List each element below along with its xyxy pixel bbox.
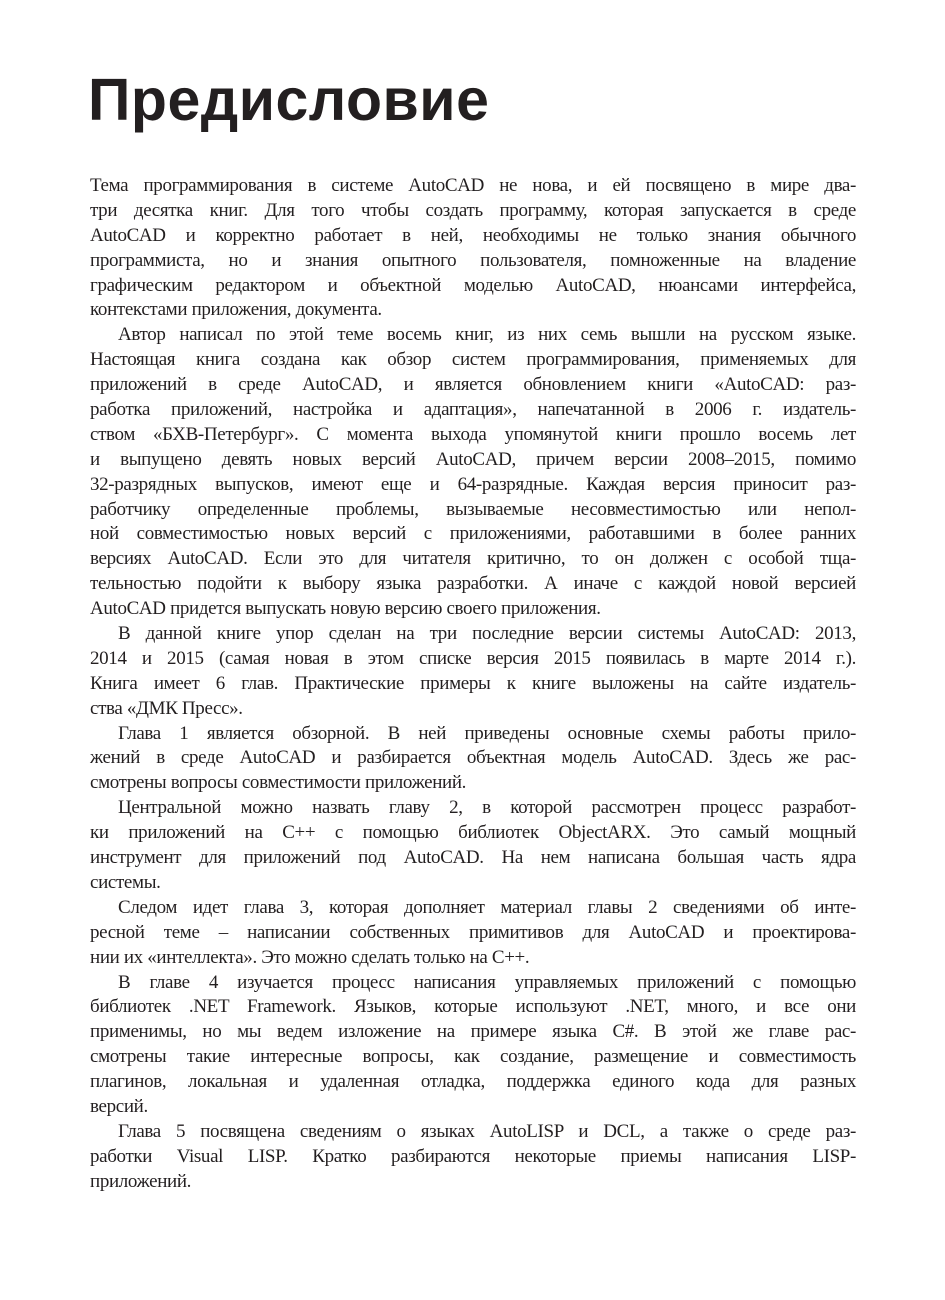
text-line: инструмент для приложений под AutoCAD. На нем написана большая часть ядра — [90, 847, 856, 869]
text-line: AutoCAD придется выпускать новую версию своего приложения. — [90, 598, 601, 620]
text-line: версиях AutoCAD. Если это для читателя критично, то он должен с особой тща- — [90, 548, 856, 570]
text-line: плагинов, локальная и удаленная отладка, поддержка единого кода для разных — [90, 1071, 856, 1093]
text-line: ной совместимостью новых версий с приложениями, работавшими в более ранних — [90, 523, 856, 545]
paragraph — [90, 622, 856, 722]
text-line: работка приложений, настройка и адаптация», напечатанной в 2006 г. издатель- — [90, 399, 856, 421]
text-line: Тема программирования в системе AutoCAD не нова, и ей посвящено в мире два- — [90, 175, 856, 196]
text-line: AutoCAD и корректно работает в ней, необходимы не только знания обычного — [90, 224, 856, 246]
text-line: и выпущено девять новых версий AutoCAD, причем версии 2008–2015, помимо — [90, 448, 856, 470]
paragraph — [90, 896, 856, 971]
text-line: приложений в среде AutoCAD, и является обновлением книги «AutoCAD: раз- — [90, 374, 856, 396]
text-line: Глава 5 посвящена сведениям о языках AutoLISP и DCL, а также о среде раз- — [118, 1120, 856, 1142]
text-line: ресной теме – написании собственных примитивов для AutoCAD и проектирова- — [90, 921, 856, 943]
text-line: приложений. — [90, 1170, 192, 1192]
text-line: нии их «интеллекта». Это можно сделать только на C++. — [90, 946, 530, 968]
text-line: программиста, но и знания опытного пользователя, помноженные на владение — [90, 249, 856, 271]
paragraph — [90, 174, 856, 323]
text-line: Настоящая книга создана как обзор систем программирования, применяемых для — [90, 349, 856, 371]
text-line: Центральной можно назвать главу 2, в которой рассмотрен процесс разработ- — [118, 797, 856, 819]
text-line: жений в среде AutoCAD и разбирается объектная модель AutoCAD. Здесь же рас- — [90, 747, 856, 769]
text-line: работки Visual LISP. Кратко разбираются некоторые приемы написания LISP- — [90, 1145, 856, 1167]
text-line: В главе 4 изучается процесс написания управляемых приложений с помощью — [118, 971, 856, 993]
text-line: Следом идет глава 3, которая дополняет материал главы 2 сведениями об инте- — [118, 896, 856, 918]
text-line: версий. — [90, 1095, 148, 1117]
text-line: Книга имеет 6 глав. Практические примеры к книге выложены на сайте издатель- — [90, 672, 856, 694]
text-line: смотрены вопросы совместимости приложений. — [90, 772, 467, 794]
text-line: Автор написал по этой теме восемь книг, из них семь вышли на русском языке. — [118, 324, 856, 346]
text-line: три десятка книг. Для того чтобы создать программу, которая запускается в среде — [90, 199, 856, 221]
text-line: ства «ДМК Пресс». — [90, 697, 243, 719]
text-line: ки приложений на C++ с помощью библиотек ObjectARX. Это самый мощный — [90, 822, 856, 844]
text-line: ством «БХВ-Петербург». С момента выхода упомянутой книги прошло восемь лет — [90, 423, 856, 445]
text-line: Глава 1 является обзорной. В ней приведены основные схемы работы прило- — [118, 722, 856, 744]
paragraph — [90, 323, 856, 622]
paragraph — [90, 796, 856, 896]
paragraph — [90, 722, 856, 797]
text-line: библиотек .NET Framework. Языков, которые используют .NET, много, и все они — [90, 996, 856, 1018]
text-line: 2014 и 2015 (самая новая в этом списке версия 2015 появилась в марте 2014 г.). — [90, 647, 856, 669]
text-line: смотрены такие интересные вопросы, как создание, размещение и совместимость — [90, 1046, 856, 1068]
text-line: системы. — [90, 871, 161, 893]
text-line: 32-разрядных выпусков, имеют еще и 64-разрядные. Каждая версия приносит раз- — [90, 473, 856, 495]
text-line: В данной книге упор сделан на три последние версии системы AutoCAD: 2013, — [118, 623, 856, 645]
page-title: Предисловие — [88, 67, 490, 133]
paragraph — [90, 1120, 856, 1195]
text-line: тельностью подойти к выбору языка разработки. А иначе с каждой новой версией — [90, 573, 856, 595]
text-line: применимы, но мы ведем изложение на примере языка C#. В этой же главе рас- — [90, 1021, 856, 1043]
text-line: контекстами приложения, документа. — [90, 299, 382, 321]
paragraph — [90, 971, 856, 1120]
document-body — [90, 174, 856, 1195]
text-line: работчику определенные проблемы, вызываемые несовместимостью или непол- — [90, 498, 856, 520]
text-line: графическим редактором и объектной моделью AutoCAD, нюансами интерфейса, — [90, 274, 856, 296]
